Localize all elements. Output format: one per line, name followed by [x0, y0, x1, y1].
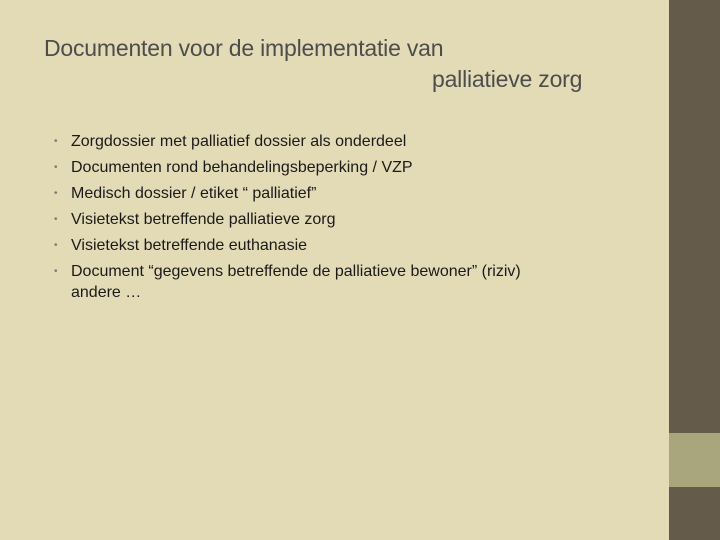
bullet-list [54, 131, 521, 303]
side-divider [666, 0, 669, 540]
list-item-text: Document “gegevens betreffende de palliatieve bewoner” (riziv) [71, 263, 521, 280]
side-block-dark-bottom [666, 487, 720, 540]
bullet-icon: • [54, 266, 58, 277]
slide-title-line-1: Documenten voor de implementatie van [44, 35, 444, 61]
list-item [54, 131, 521, 152]
bullet-icon: • [54, 240, 58, 251]
list-item [54, 157, 521, 178]
decorative-side-strip [666, 0, 720, 540]
side-block-dark-top [666, 0, 720, 433]
list-item [54, 183, 521, 204]
side-block-light [666, 433, 720, 487]
bullet-icon: • [54, 136, 58, 147]
list-item-continuation: andere … [71, 284, 142, 301]
slide-title-line-2: palliatieve zorg [432, 66, 583, 92]
list-item [54, 261, 521, 303]
bullet-icon: • [54, 188, 58, 199]
list-item-text: Visietekst betreffende palliatieve zorg [71, 211, 336, 228]
list-item-text: Medisch dossier / etiket “ palliatief” [71, 185, 317, 202]
list-item-text: Visietekst betreffende euthanasie [71, 237, 308, 254]
list-item [54, 235, 521, 256]
list-item-text: Zorgdossier met palliatief dossier als onderdeel [71, 133, 407, 150]
bullet-icon: • [54, 214, 58, 225]
bullet-icon: • [54, 162, 58, 173]
list-item-text: Documenten rond behandelingsbeperking / VZP [71, 159, 413, 176]
list-item [54, 209, 521, 230]
